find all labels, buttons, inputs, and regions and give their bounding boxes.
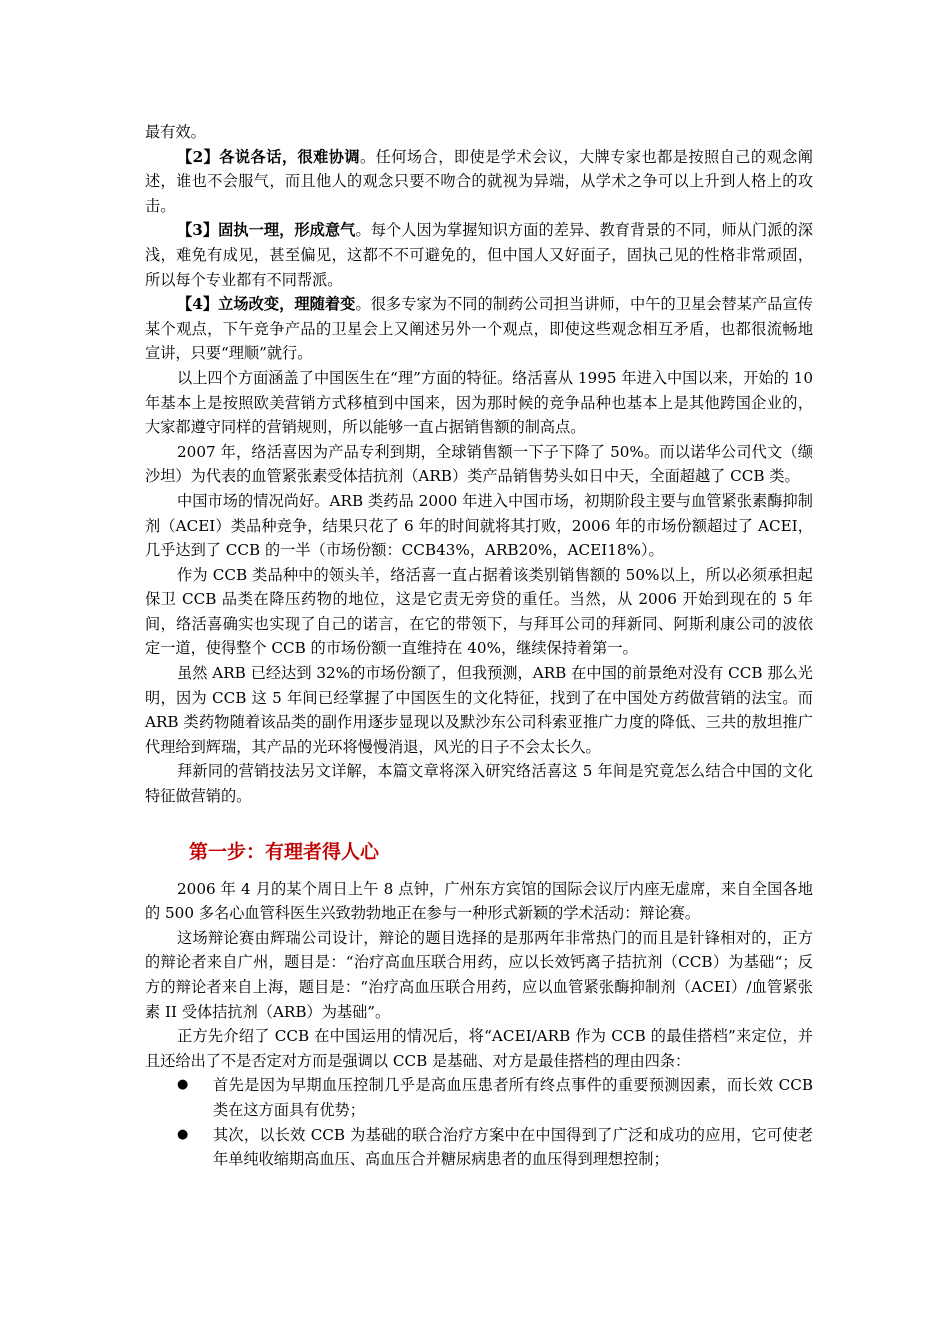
- list-item: [145, 1123, 813, 1172]
- intro-tail: 最有效。: [145, 123, 206, 141]
- point-3: [145, 218, 813, 292]
- reason-list: [145, 1073, 813, 1171]
- point-2-text: 。任何场合，即使是学术会议，大牌专家也都是按照自己的观念阐述，谁也不会服气，而且他人的观念只要不吻合的就视为异端，从学术之争可以上升到人格上的攻击。: [145, 147, 813, 215]
- bullet-icon: ●: [177, 1126, 189, 1142]
- bullet-icon: ●: [177, 1077, 189, 1093]
- point-4-text: 。很多专家为不同的制药公司担当讲师，中午的卫星会替某产品宣传某个观点，下午竞争产品的卫星会上又阐述另外一个观点，即使这些观念相互矛盾，也都很流畅地宣讲，只要“理顺”就行。: [145, 295, 813, 363]
- list-item: [145, 1073, 813, 1122]
- paragraph: 虽然 ARB 已经达到 32%的市场份额了，但我预测，ARB 在中国的前景绝对没有 CCB 那么光明，因为 CCB 这 5 年间已经掌握了中国医生的文化特征，找到了在中国处方药做营销的法宝。而 ARB 类药物随着该品类的副作用逐步显现以及默沙东公司科索亚推广力度的降低、三共的敖坦推广代理给到辉瑞，其产品的光环将慢慢消退，风光的日子不会太长久。: [145, 664, 813, 756]
- section-paragraph: 正方先介绍了 CCB 在中国运用的情况后，将“ACEI/ARB 作为 CCB 的最佳搭档”来定位，并且还给出了不是否定对方而是强调以 CCB 是基础、对方是最佳搭档的理由四条：: [145, 1027, 813, 1070]
- list-item-text: 首先是因为早期血压控制几乎是高血压患者所有终点事件的重要预测因素，而长效 CCB 类在这方面具有优势；: [213, 1076, 813, 1119]
- point-3-text: 。每个人因为掌握知识方面的差异、教育背景的不同，师从门派的深浅，难免有成见，甚至偏见，这都不不可避免的，但中国人又好面子，固执己见的性格非常顽固，所以每个专业都有不同帮派。: [145, 221, 813, 289]
- list-item-text: 其次，以长效 CCB 为基础的联合治疗方案中在中国得到了广泛和成功的应用，它可使老年单纯收缩期高血压、高血压合并糖尿病患者的血压得到理想控制；: [213, 1125, 813, 1169]
- section-heading: 第一步：有理者得人心: [189, 840, 380, 863]
- document-page: [145, 120, 813, 1172]
- paragraph: 拜新同的营销技法另文详解，本篇文章将深入研究络活喜这 5 年间是究竟怎么结合中国的文化特征做营销的。: [145, 762, 813, 806]
- section-paragraph: 2006 年 4 月的某个周日上午 8 点钟，广州东方宾馆的国际会议厅内座无虚席，来自全国各地的 500 多名心血管科医生兴致勃勃地正在参与一种形式新颖的学术活动：辩论赛。: [145, 879, 813, 923]
- paragraph: 2007 年，络活喜因为产品专利到期，全球销售额一下子下降了 50%。而以诺华公司代文（缬沙坦）为代表的血管紧张素受体拮抗剂（ARB）类产品销售势头如日中天，全面超越了 CCB 类。: [145, 442, 813, 486]
- section-paragraph: 这场辩论赛由辉瑞公司设计，辩论的题目选择的是那两年非常热门的而且是针锋相对的，正方的辩论者来自广州，题目是：“治疗高血压联合用药，应以长效钙离子拮抗剂（CCB）为基础“；反方的辩论者来自上海，题目是：“治疗高血压联合用药，应以血管紧张酶抑制剂（ACEI）/血管紧张素 II 受体拮抗剂（ARB）为基础”。: [145, 928, 813, 1021]
- point-2: [145, 145, 813, 219]
- paragraph: 作为 CCB 类品种中的领头羊，络活喜一直占据着该类别销售额的 50%以上，所以必须承担起保卫 CCB 品类在降压药物的地位，这是它责无旁贷的重任。当然，从 2006 开始到现在的 5 年间，络活喜确实也实现了自己的诺言，在它的带领下，与拜耳公司的拜新同、阿斯利康公司的波依定一道，使得整个 CCB 的市场份额一直维持在 40%，继续保持着第一。: [145, 565, 813, 658]
- point-4-label: 【4】立场改变，理随着变: [177, 295, 356, 314]
- point-3-label: 【3】固执一理，形成意气: [177, 221, 356, 240]
- point-2-label: 【2】各说各话，很难协调: [177, 147, 361, 166]
- paragraph: 中国市场的情况尚好。ARB 类药品 2000 年进入中国市场，初期阶段主要与血管紧张素酶抑制剂（ACEI）类品种竞争，结果只花了 6 年的时间就将其打败，2006 年的市场份额超过了 ACEI，几乎达到了 CCB 的一半（市场份额：CCB43%，ARB20%，ACEI18%）。: [145, 491, 813, 560]
- point-4: [145, 292, 813, 366]
- paragraph: 以上四个方面涵盖了中国医生在“理”方面的特征。络活喜从 1995 年进入中国以来，开始的 10 年基本上是按照欧美营销方式移植到中国来，因为那时候的竞争品种也基本上是其他跨国企业的，大家都遵守同样的营销规则，所以能够一直占据销售额的制高点。: [145, 368, 813, 437]
